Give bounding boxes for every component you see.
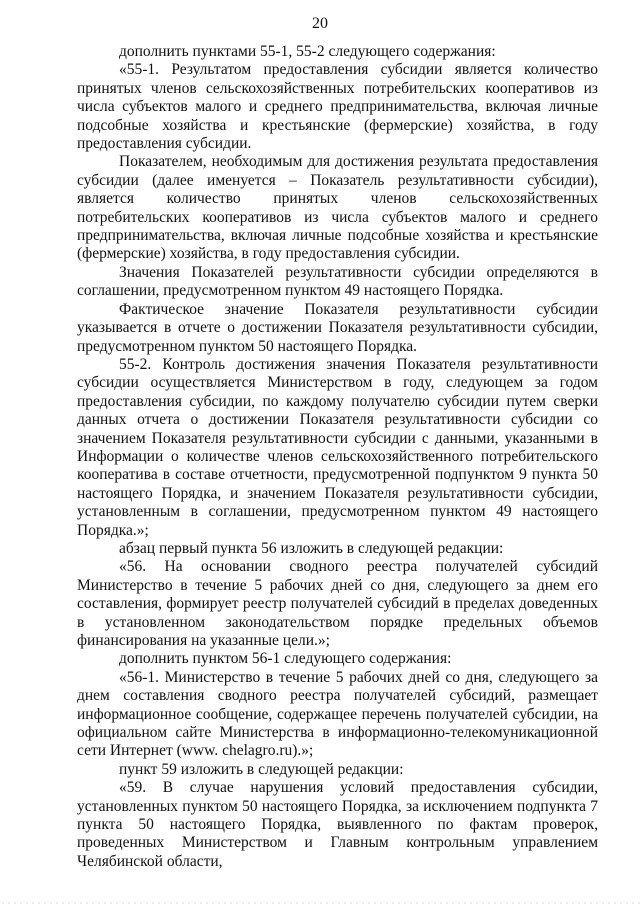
paragraph-intro-56-1: дополнить пунктом 56-1 следующего содержания: [119,650,452,668]
page-number: 20 [312,15,328,32]
scan-edge-noise [0,901,640,905]
paragraph-56: «56. На основании сводного реестра получателей субсидий Министерство в течение 5 рабочих дней со дня, следующего за днем его составления, формирует реестр получателей субсидий в пределах доведенных в установленном законодательством порядке предельных объемов финансирования на указанные цели.»; [77,558,598,649]
paragraph-55-1: «55-1. Результатом предоставления субсидии является количество принятых членов сельскохозяйственных потребительских кооперативов из числа субъектов малого и среднего предпринимательства, включая личные подсобные хозяйства и крестьянские (фермерские) хозяйства, в году предоставления субсидии. [77,61,598,153]
paragraph-55-2: 55-2. Контроль достижения значения Показателя результативности субсидии осуществляется Министерством в году, следующем за годом предоставления субсидии, по каждому получателю субсидии путем сверки данных отчета о достижении Показателя результативности субсидии со значением Показателя результативности субсидии с данными, указанными в Информации о количестве членов сельскохозяйственного потребительского кооператива в составе отчетности, предусмотренной подпунктом 9 пункта 50 настоящего Порядка, и значением Показателя результативности субсидии, установленным в соглашении, предусмотренном пунктом 49 настоящего Порядка.»; [77,355,598,539]
paragraph-intro-59: пункт 59 изложить в следующей редакции: [119,760,404,778]
paragraph-56-1: «56-1. Министерство в течение 5 рабочих дней со дня, следующего за днем составления сводного реестра получателей субсидий, размещает информационное сообщение, содержащее перечень получателей субсидии, на официальном сайте Министерства в информационно-телекомуникационной сети Интернет (www. chelagro.ru).»; [77,668,598,760]
paragraph-indicator-definition: Показателем, необходимым для достижения результата предоставления субсидии (далее именуется – Показатель результативности субсидии), является количество принятых членов сельскохозяйственных потребительских кооперативов из числа субъектов малого и среднего предпринимательства, включая личные подсобные хозяйства и крестьянские (фермерские) хозяйства, в году предоставления субсидии. [77,153,598,263]
paragraph-indicator-values: Значения Показателей результативности субсидии определяются в соглашении, предусмотренном пунктом 49 настоящего Порядка. [77,263,598,300]
paragraph-actual-value: Фактическое значение Показателя результативности субсидии указывается в отчете о достижении Показателя результативности субсидии, предусмотренном пунктом 50 настоящего Порядка. [77,300,598,355]
document-body [77,43,598,871]
paragraph-intro-56: абзац первый пункта 56 изложить в следующей редакции: [119,539,504,557]
paragraph-intro-55: дополнить пунктами 55-1, 55-2 следующего содержания: [119,43,496,60]
paragraph-59: «59. В случае нарушения условий предоставления субсидии, установленных пунктом 50 настоящего Порядка, за исключением подпункта 7 пункта 50 настоящего Порядка, выявленного по фактам проверок, проведенных Министерством и Главным контрольным управлением Челябинской области, [77,779,598,870]
